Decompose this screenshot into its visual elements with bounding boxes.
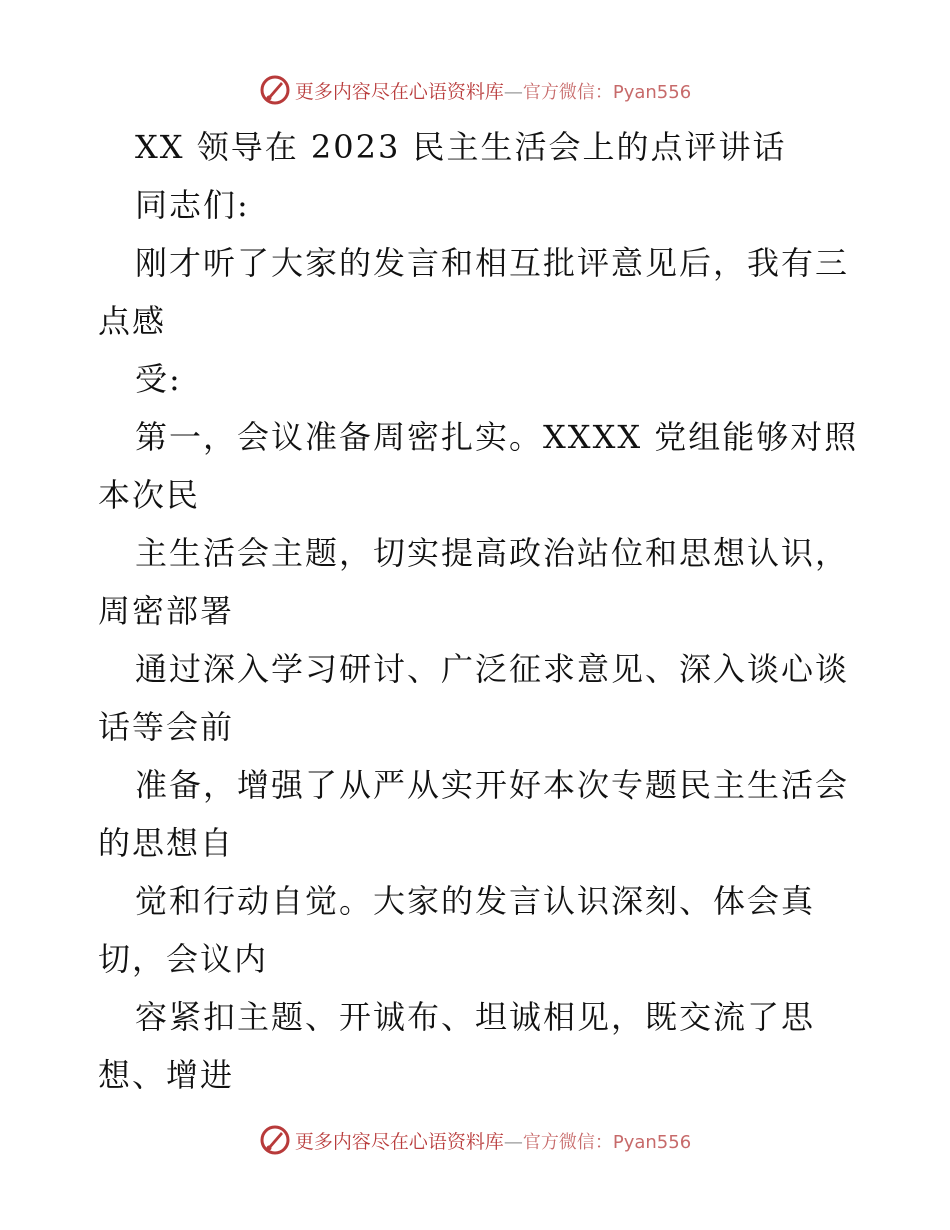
banner-main-text: 更多内容尽在心语资料库 (294, 1130, 504, 1153)
quill-logo-icon (259, 74, 291, 106)
banner-text (295, 77, 691, 104)
paragraph-line: 话等会前 (98, 708, 235, 746)
banner-dash: — (503, 80, 523, 103)
paragraph-line: 点感 (98, 302, 167, 340)
banner-text (295, 1127, 691, 1154)
header-banner (0, 70, 950, 110)
banner-wechat-text: 官方微信：Pyan556 (522, 81, 692, 103)
paragraph-line: 通过深入学习研讨、广泛征求意见、深入谈心谈 (135, 650, 850, 688)
banner-dash: — (503, 1130, 523, 1153)
salutation: 同志们: (135, 186, 250, 224)
quill-logo-icon (259, 1124, 291, 1156)
banner-wechat-text: 官方微信：Pyan556 (522, 1131, 692, 1153)
document-title: XX 领导在 2023 民主生活会上的点评讲话 (135, 128, 787, 166)
paragraph-line: 本次民 (98, 476, 201, 514)
paragraph-line: 的思想自 (98, 824, 235, 862)
paragraph-line: 准备，增强了从严从实开好本次专题民主生活会 (135, 766, 850, 804)
footer-banner (0, 1120, 950, 1160)
paragraph-line: 刚才听了大家的发言和相互批评意见后，我有三 (135, 244, 850, 282)
paragraph-line: 容紧扣主题、开诚布、坦诚相见，既交流了思 (135, 998, 816, 1036)
paragraph-line: 第一，会议准备周密扎实。XXXX 党组能够对照 (135, 418, 859, 456)
paragraph-line: 主生活会主题，切实提高政治站位和思想认识， (135, 534, 850, 572)
banner-main-text: 更多内容尽在心语资料库 (294, 80, 504, 103)
paragraph-line: 周密部署 (98, 592, 235, 630)
paragraph-line: 想、增进 (98, 1056, 235, 1094)
paragraph-line: 觉和行动自觉。大家的发言认识深刻、体会真 (135, 882, 816, 920)
paragraph-line: 切，会议内 (98, 940, 269, 978)
paragraph-line: 受: (135, 360, 182, 398)
